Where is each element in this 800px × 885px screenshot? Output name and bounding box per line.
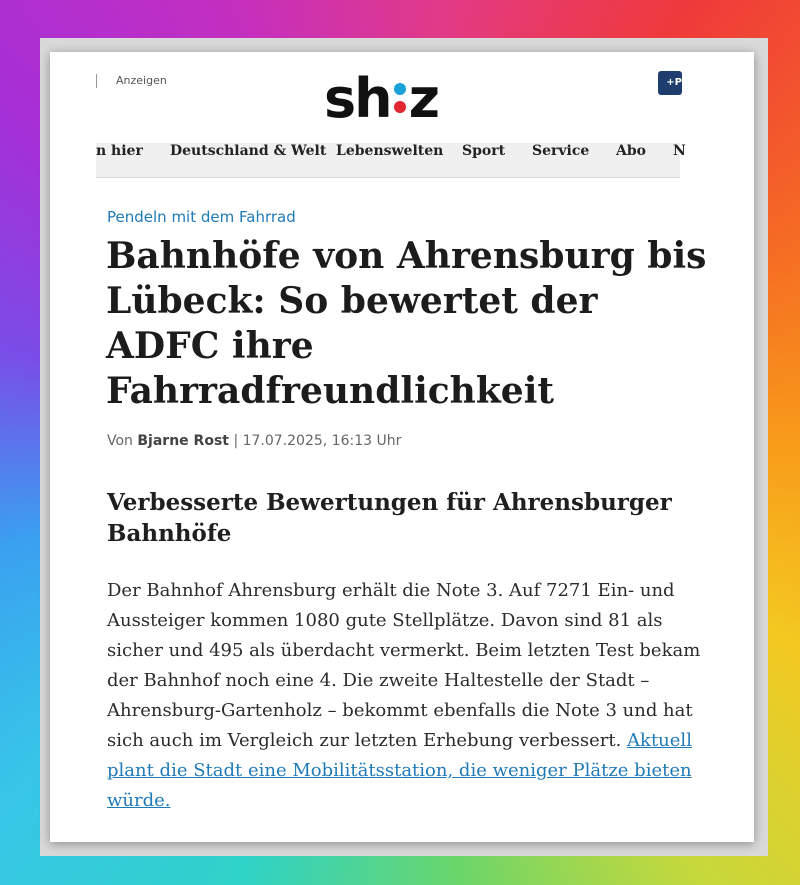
- inline-article-link[interactable]: Aktuell plant die Stadt eine Mobilitätsstation, die weniger Plätze bieten würde.: [107, 730, 692, 811]
- paragraph-text: Der Bahnhof Ahrensburg erhält die Note 3. Auf 7271 Ein- und Aussteiger kommen 1080 gute Stellplätze. Davon sind 81 als sicher und 495 als überdacht vermerkt. Beim letzten Test bekam der Bahnhof noch eine 4. Die zweite Haltestelle der Stadt – Ahrensburg-Gartenholz – bekommt ebenfalls die Note 3 und hat sich auch im Vergleich zur letzten Erhebung verbessert.: [107, 580, 701, 751]
- nav-item-deutschland-welt[interactable]: Deutschland & Welt: [170, 143, 327, 159]
- header-divider: [96, 74, 97, 88]
- page-card: [50, 52, 754, 842]
- nav-item-hier[interactable]: n hier: [96, 143, 143, 159]
- article-subheading: Verbesserte Bewertungen für Ahrensburger Bahnhöfe: [107, 489, 672, 547]
- ads-label: Anzeigen: [116, 74, 167, 87]
- site-header: [50, 52, 754, 142]
- logo-text-left: sh: [324, 66, 391, 130]
- nav-item-abo[interactable]: Abo: [616, 143, 646, 159]
- article-kicker[interactable]: Pendeln mit dem Fahrrad: [107, 208, 296, 226]
- shz-logo[interactable]: [324, 66, 454, 130]
- logo-dot-red: [394, 101, 406, 113]
- nav-item-lebenswelten[interactable]: Lebenswelten: [336, 143, 444, 159]
- nav-item-more[interactable]: N: [673, 143, 686, 159]
- article-byline: [107, 433, 401, 449]
- logo-colon-dots: [394, 83, 406, 113]
- plus-subscription-button[interactable]: [658, 71, 682, 95]
- article-headline: Bahnhöfe von Ahrensburg bis Lübeck: So bewertet der ADFC ihre Fahrradfreundlichkeit: [106, 235, 707, 412]
- plus-label: +P: [666, 77, 682, 88]
- article-paragraph: [107, 576, 707, 816]
- byline-author[interactable]: Bjarne Rost: [137, 433, 229, 449]
- nav-item-sport[interactable]: Sport: [462, 143, 506, 159]
- byline-divider: |: [233, 433, 239, 449]
- logo-text-right: z: [408, 66, 439, 130]
- byline-datetime: 17.07.2025, 16:13 Uhr: [242, 433, 402, 449]
- byline-prefix: Von: [107, 433, 133, 449]
- logo-dot-blue: [394, 83, 406, 95]
- nav-item-service[interactable]: Service: [532, 143, 590, 159]
- main-navigation: [96, 143, 686, 178]
